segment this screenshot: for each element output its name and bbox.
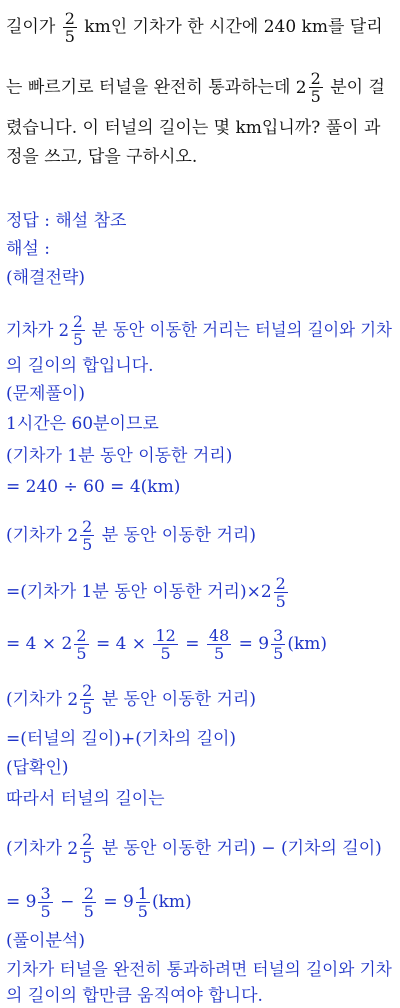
mixed-number: 2 $\frac{2}{5}$ [67,517,93,554]
check-line-2: (기차가 2 $\frac{2}{5}$ 분 동안 이동한 거리) − (기차의 길이) [6,830,382,867]
check-heading: (답확인) [6,758,69,778]
analysis-line-1: 기차가 터널을 완전히 통과하려면 터널의 길이와 기차 [6,960,392,980]
fraction: $\frac{1}{5}$ [137,884,148,921]
analysis-heading: (풀이분석) [6,931,85,951]
explanation-label: 해설 : [6,239,50,259]
fraction: $\frac{48}{5}$ [208,626,230,663]
question-line-2 [6,70,385,105]
strategy-heading: (해결전략) [6,268,85,288]
question-text: km인 기차가 한 시간에 240 km를 달리 [84,17,383,37]
question-line-4: 정을 쓰고, 답을 구하시오. [6,147,198,167]
solution-line-1: 1시간은 60분이므로 [6,414,159,434]
question-text: 길이가 [6,17,56,37]
fraction: $\frac{3}{5}$ [40,884,51,921]
question-line-3: 렸습니다. 이 터널의 길이는 몇 km입니까? 풀이 과 [6,118,381,138]
solution-line-4: (기차가 2 $\frac{2}{5}$ 분 동안 이동한 거리) [6,517,256,554]
question-text: 는 빠르기로 터널을 완전히 통과하는데 [6,77,291,98]
question-line-1 [6,10,383,45]
solution-line-8: =(터널의 길이)+(기차의 길이) [6,729,237,749]
mixed-number: 2 $\frac{2}{5}$ [58,312,83,349]
solution-line-5: =(기차가 1분 동안 이동한 거리)×2 $\frac{2}{5}$ [6,574,286,611]
fraction: $\frac{12}{5}$ [155,626,176,663]
check-line-1: 따라서 터널의 길이는 [6,789,165,809]
solution-line-7: (기차가 2 $\frac{2}{5}$ 분 동안 이동한 거리) [6,681,256,718]
fraction: $\frac{2}{5}$ [275,574,286,611]
fraction: $\frac{2}{5}$ [83,884,94,921]
strategy-line-2: 의 길이의 합입니다. [6,356,154,376]
fraction: $\frac{2}{5}$ [76,626,87,663]
mixed-number: 2 $\frac{2}{5}$ [295,69,321,106]
answer-label: 정답 : 해설 참조 [6,211,127,231]
solution-line-2: (기차가 1분 동안 이동한 거리) [6,446,233,466]
analysis-line-2: 의 길이의 합만큼 움직여야 합니다. [6,986,263,1006]
solution-line-3: = 240 ÷ 60 = 4(km) [6,477,181,497]
fraction: $\frac{2}{5}$ [64,9,75,46]
check-line-3: = 9 $\frac{3}{5}$ − $\frac{2}{5}$ = 9 $\frac{1}{5}$ (km) [6,884,192,921]
solution-line-6: = 4 × 2 $\frac{2}{5}$ = 4 × $\frac{12}{5}$ = $\frac{48}{5}$ = 9 $\frac{3}{5}$ (km) [6,626,327,663]
mixed-number: 2 $\frac{2}{5}$ [67,681,93,718]
solution-heading: (문제풀이) [6,384,85,404]
strategy-line-1: 기차가 2 $\frac{2}{5}$ 분 동안 이동한 거리는 터널의 길이와 기차 [6,312,392,349]
fraction: $\frac{3}{5}$ [273,626,284,663]
question-text: 분이 걸 [330,77,385,98]
mixed-number: 2 $\frac{2}{5}$ [67,830,93,867]
